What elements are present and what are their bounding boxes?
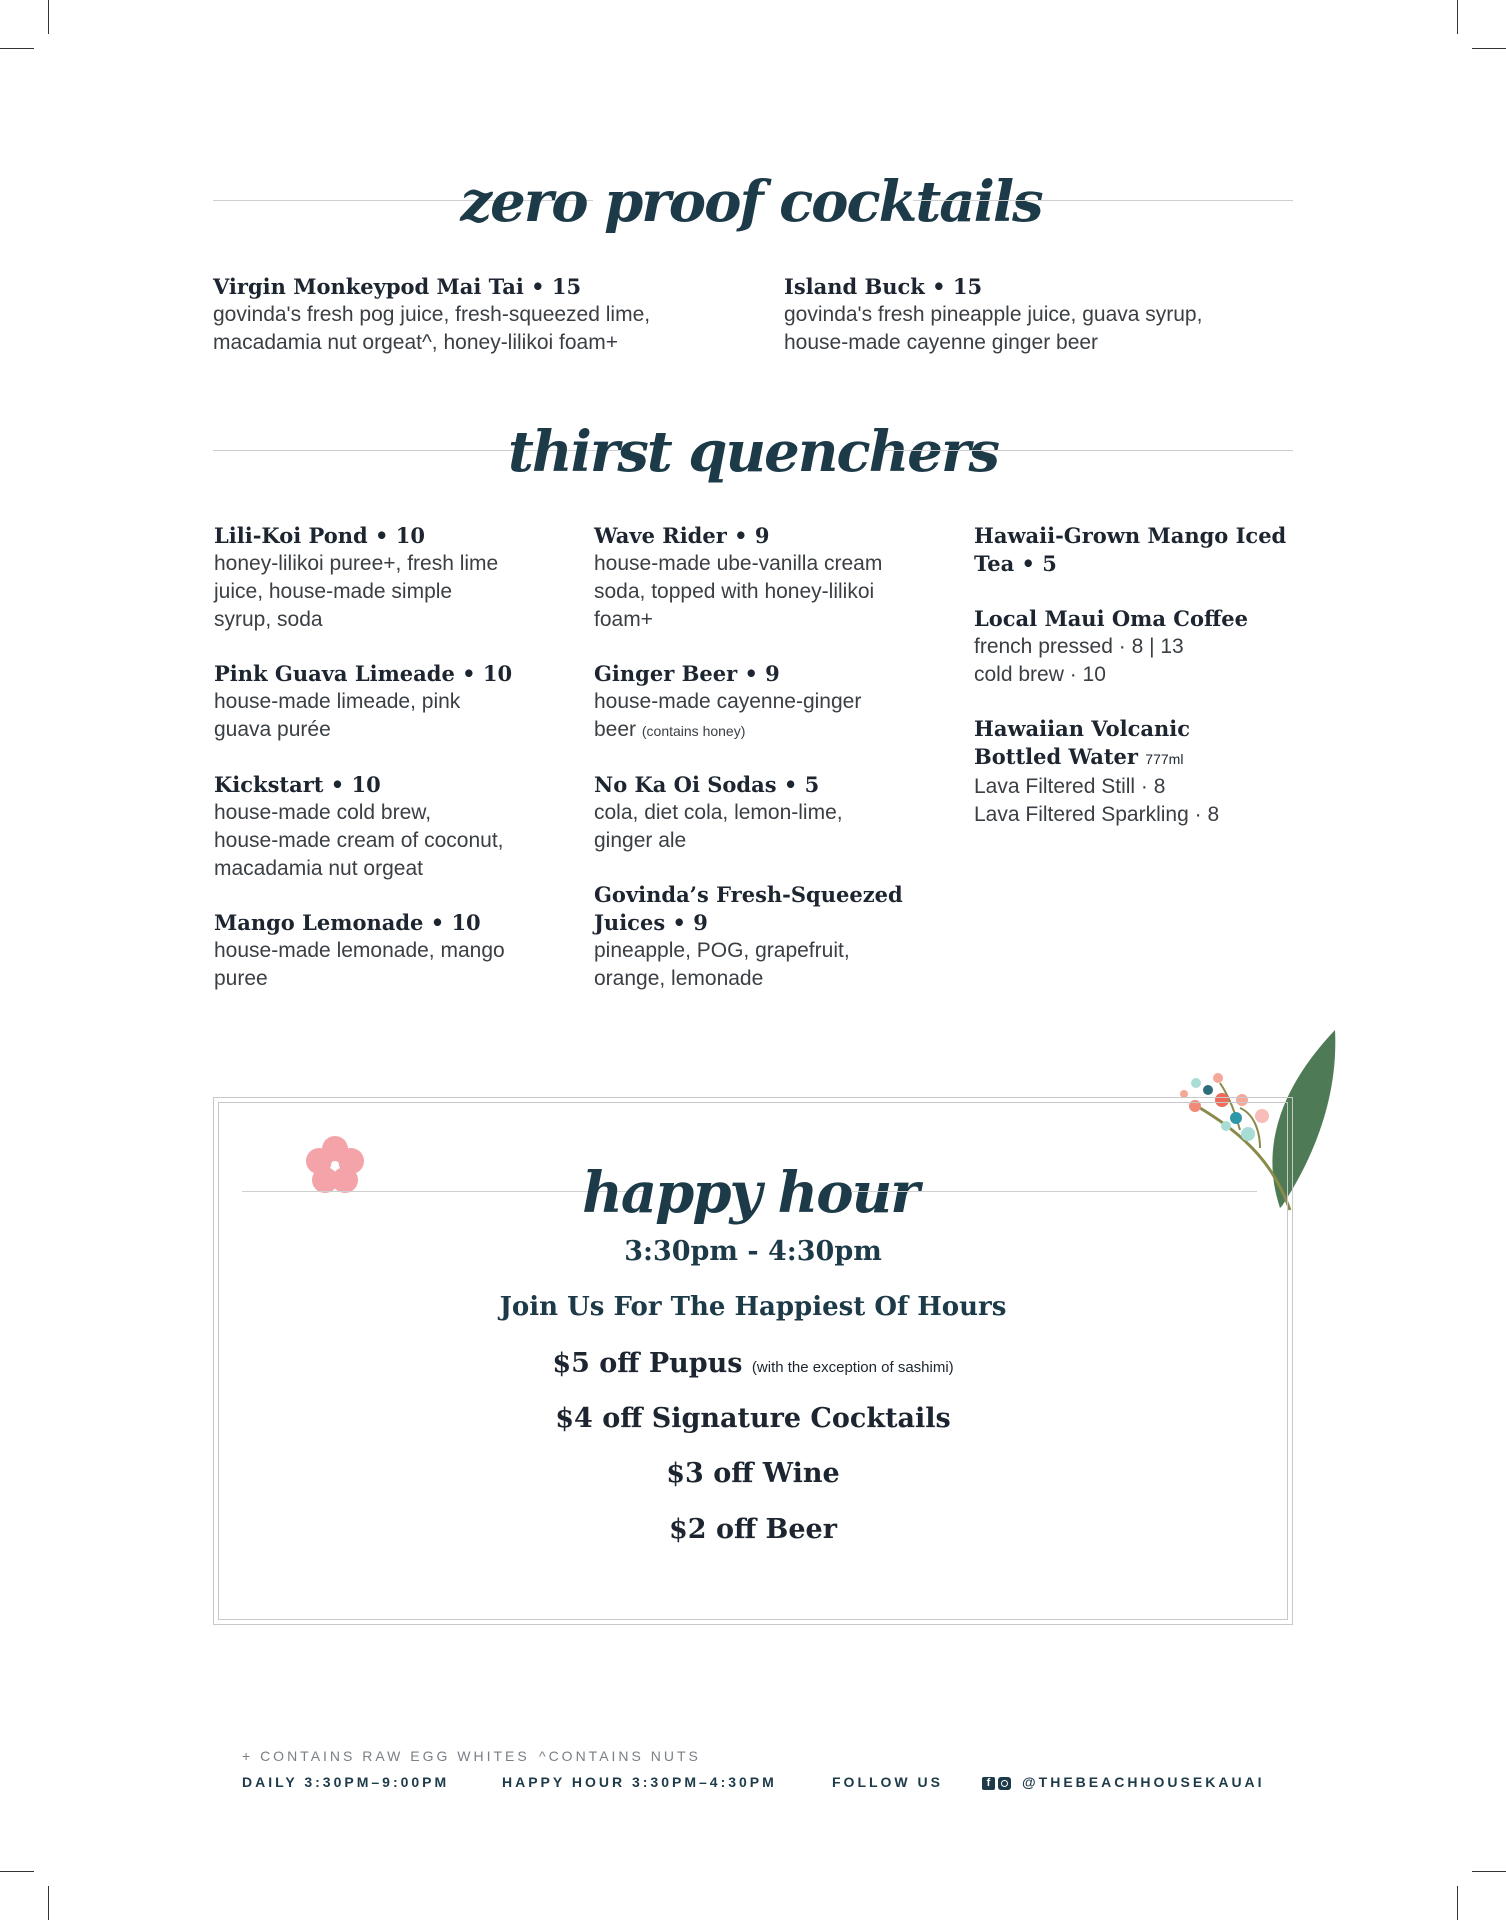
menu-item	[214, 522, 584, 634]
facebook-icon[interactable]: f	[982, 1777, 995, 1790]
menu-item	[594, 881, 964, 993]
deal-line: $2 off Beer	[669, 1514, 837, 1545]
item-size: 777ml	[1145, 751, 1184, 767]
item-name: Virgin Monkeypod Mai Tai • 15	[213, 274, 582, 299]
item-name: Ginger Beer • 9	[594, 661, 780, 686]
item-desc: macadamia nut orgeat^, honey-lilikoi foam+	[213, 331, 618, 354]
divider	[851, 1191, 1257, 1192]
zero-proof-heading	[213, 162, 1293, 242]
menu-item	[784, 273, 1304, 357]
crop-mark	[1472, 1871, 1506, 1872]
crop-mark	[0, 1871, 34, 1872]
berry-icon	[1191, 1078, 1201, 1088]
item-desc: Lava Filtered Sparkling · 8	[974, 803, 1220, 826]
item-name: Govinda’s Fresh-Squeezed	[594, 882, 903, 907]
item-desc: house-made limeade, pink	[214, 690, 461, 713]
social-handle[interactable]: @THEBEACHHOUSEKAUAI	[1022, 1774, 1265, 1790]
item-name: No Ka Oi Sodas • 5	[594, 772, 820, 797]
deal-line: $4 off Signature Cocktails	[555, 1403, 951, 1434]
item-name: Island Buck • 15	[784, 274, 983, 299]
item-desc: honey-lilikoi puree+, fresh lime	[214, 552, 499, 575]
berry-icon	[1213, 1073, 1223, 1083]
menu-item	[974, 522, 1304, 578]
item-desc: juice, house-made simple	[214, 580, 453, 603]
crop-mark	[1457, 1886, 1458, 1920]
item-desc: house-made lemonade, mango	[214, 939, 505, 962]
follow-us: FOLLOW US	[832, 1774, 943, 1790]
item-name: Kickstart • 10	[214, 772, 381, 797]
menu-item	[213, 273, 773, 357]
item-desc: house-made ube-vanilla cream	[594, 552, 883, 575]
crop-mark	[0, 48, 34, 49]
item-name: Tea • 5	[974, 551, 1057, 576]
item-desc: Lava Filtered Still · 8	[974, 775, 1166, 798]
crop-mark	[1472, 48, 1506, 49]
item-desc: house-made cream of coconut,	[214, 829, 504, 852]
item-desc: house-made cayenne-ginger	[594, 690, 862, 713]
item-name: Local Maui Oma Coffee	[974, 606, 1248, 631]
menu-item	[974, 715, 1304, 829]
item-desc: cola, diet cola, lemon-lime,	[594, 801, 843, 824]
section-title: happy hour	[582, 1160, 918, 1226]
item-name: Pink Guava Limeade • 10	[214, 661, 513, 686]
thirst-quenchers-heading	[213, 412, 1293, 492]
item-desc: foam+	[594, 608, 653, 631]
deal-line: $3 off Wine	[666, 1458, 840, 1489]
crop-mark	[48, 1886, 49, 1920]
item-desc: house-made cold brew,	[214, 801, 432, 824]
item-desc: macadamia nut orgeat	[214, 857, 423, 880]
daily-hours: DAILY 3:30PM–9:00PM	[242, 1774, 450, 1790]
item-desc: govinda's fresh pog juice, fresh-squeezed lime,	[213, 303, 651, 326]
item-name: Lili-Koi Pond • 10	[214, 523, 425, 548]
item-name-text: Bottled Water	[974, 744, 1138, 769]
deal-note: (with the exception of sashimi)	[751, 1359, 954, 1376]
item-name	[974, 743, 1304, 773]
menu-item	[594, 771, 964, 855]
happy-hour-hours: HAPPY HOUR 3:30PM–4:30PM	[502, 1774, 777, 1790]
item-desc-text: beer	[594, 718, 637, 741]
instagram-icon[interactable]	[998, 1777, 1011, 1790]
item-desc: govinda's fresh pineapple juice, guava syrup,	[784, 303, 1203, 326]
menu-item	[214, 909, 584, 993]
item-desc: soda, topped with honey-lilikoi	[594, 580, 875, 603]
item-note: (contains honey)	[641, 723, 746, 739]
legend-egg: + CONTAINS RAW EGG WHITES	[242, 1748, 530, 1764]
item-desc	[594, 716, 964, 745]
item-desc: house-made cayenne ginger beer	[784, 331, 1099, 354]
deal-text: $5 off Pupus	[552, 1348, 743, 1379]
item-name: Wave Rider • 9	[594, 523, 770, 548]
menu-item	[214, 660, 584, 744]
deal-line	[0, 1348, 1506, 1379]
divider	[913, 200, 1293, 201]
divider	[885, 450, 1293, 451]
happy-hour-tagline: Join Us For The Happiest Of Hours	[499, 1292, 1007, 1322]
berry-icon	[1203, 1085, 1213, 1095]
menu-item	[214, 771, 584, 883]
item-name: Juices • 9	[594, 910, 708, 935]
menu-item	[974, 605, 1304, 689]
item-desc: cold brew · 10	[974, 663, 1106, 686]
crop-mark	[48, 0, 49, 34]
section-title: zero proof cocktails	[460, 169, 1042, 235]
menu-item	[594, 522, 964, 634]
item-desc: pineapple, POG, grapefruit,	[594, 939, 850, 962]
crop-mark	[1457, 0, 1458, 34]
item-name: Hawaii-Grown Mango Iced	[974, 523, 1287, 548]
item-desc: ginger ale	[594, 829, 687, 852]
item-desc: french pressed · 8 | 13	[974, 635, 1184, 658]
section-title: thirst quenchers	[508, 419, 998, 485]
item-name: Hawaiian Volcanic	[974, 716, 1191, 741]
item-desc: syrup, soda	[214, 608, 323, 631]
item-desc: orange, lemonade	[594, 967, 764, 990]
item-name: Mango Lemonade • 10	[214, 910, 481, 935]
item-desc: puree	[214, 967, 268, 990]
happy-hour-time: 3:30pm - 4:30pm	[624, 1236, 882, 1267]
menu-item	[594, 660, 964, 745]
legend-nuts: ^CONTAINS NUTS	[539, 1748, 701, 1764]
happy-hour-heading	[242, 1153, 1257, 1233]
item-desc: guava purée	[214, 718, 331, 741]
